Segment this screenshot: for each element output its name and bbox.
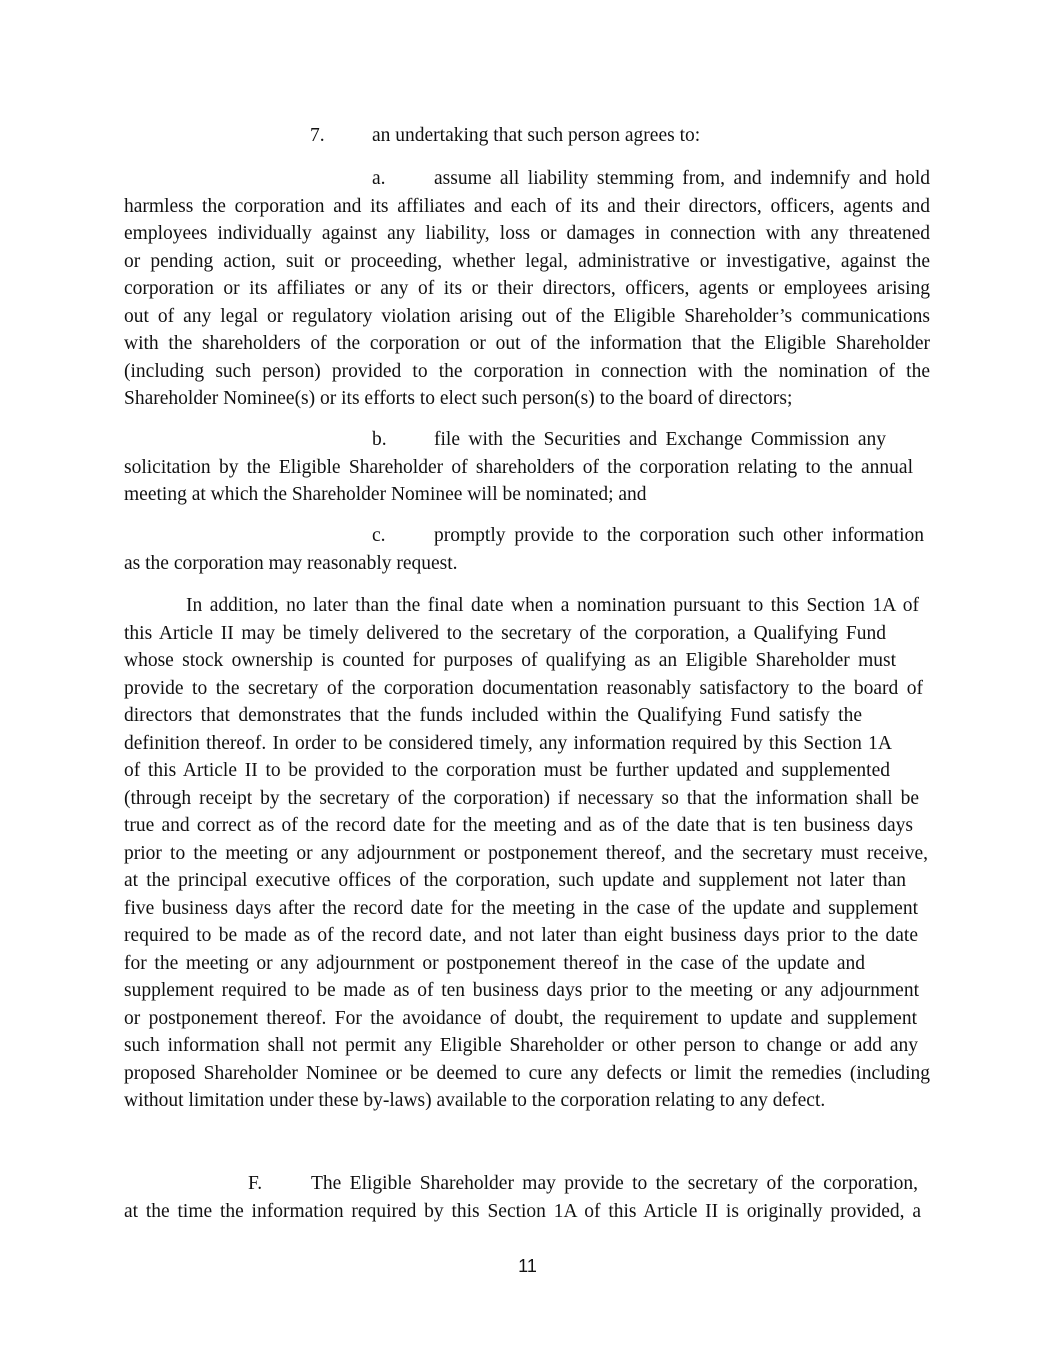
addition-line-14: for the meeting or any adjournment or postponement thereof in the case of the update and <box>124 952 865 974</box>
addition-line-2: this Article II may be timely delivered to the secretary of the corporation, a Qualifying Fund <box>124 622 886 644</box>
addition-line-8: (through receipt by the secretary of the corporation) if necessary so that the information shall be <box>124 787 919 809</box>
addition-line-6: definition thereof. In order to be considered timely, any information required by this Section 1A <box>124 732 892 754</box>
addition-line-18: proposed Shareholder Nominee or be deemed to cure any defects or limit the remedies (including <box>124 1062 930 1084</box>
addition-line-13: required to be made as of the record date, and not later than eight business days prior to the date <box>124 925 918 946</box>
addition-line-1: In addition, no later than the final date when a nomination pursuant to this Section 1A of <box>186 595 919 616</box>
item-b-line-3: meeting at which the Shareholder Nominee will be nominated; and <box>124 484 647 505</box>
section-f-letter: F. <box>248 1173 263 1194</box>
item-b-line-2: solicitation by the Eligible Shareholder of shareholders of the corporation relating to the annual <box>124 456 913 478</box>
addition-line-7: of this Article II to be provided to the corporation must be further updated and supplemented <box>124 760 890 781</box>
addition-line-5: directors that demonstrates that the funds included within the Qualifying Fund satisfy the <box>124 705 862 726</box>
section-f-line-2: at the time the information required by this Section 1A of this Article II is originally provided, a <box>124 1200 921 1222</box>
item-a-line-5: corporation or its affiliates or any of its or their directors, officers, agents or employees arising <box>124 278 930 299</box>
item-c-line-1: promptly provide to the corporation such other information <box>434 525 924 546</box>
item-a-line-9: Shareholder Nominee(s) or its efforts to elect such person(s) to the board of directors; <box>124 388 793 409</box>
addition-line-12: five business days after the record date for the meeting in the case of the update and supplement <box>124 897 918 919</box>
addition-line-10: prior to the meeting or any adjournment or postponement thereof, and the secretary must receive, <box>124 842 928 864</box>
addition-line-19: without limitation under these by-laws) available to the corporation relating to any defect. <box>124 1090 826 1111</box>
addition-line-11: at the principal executive offices of the corporation, such update and supplement not later than <box>124 870 906 891</box>
item-a-line-6: out of any legal or regulatory violation arising out of the Eligible Shareholder’s communications <box>124 305 930 327</box>
item-a-line-2: harmless the corporation and its affiliates and each of its and their directors, officers, agents and <box>124 195 930 217</box>
addition-line-16: or postponement thereof. For the avoidance of doubt, the requirement to update and supplement <box>124 1007 917 1029</box>
item-b-letter: b. <box>372 429 387 450</box>
item-a-line-1: assume all liability stemming from, and indemnify and hold <box>434 168 930 189</box>
item-a-line-3: employees individually against any liability, loss or damages in connection with any threatened <box>124 223 930 244</box>
addition-line-4: provide to the secretary of the corporation documentation reasonably satisfactory to the board of <box>124 677 923 699</box>
addition-line-9: true and correct as of the record date for the meeting and as of the date that is ten business days <box>124 815 913 836</box>
section-f-line-1: The Eligible Shareholder may provide to the secretary of the corporation, <box>311 1173 918 1194</box>
item-b-line-1: file with the Securities and Exchange Commission any <box>434 429 886 450</box>
item-7-text: an undertaking that such person agrees to: <box>372 125 701 146</box>
item-a-line-4: or pending action, suit or proceeding, whether legal, administrative or investigative, against the <box>124 250 930 272</box>
item-a-letter: a. <box>372 168 386 189</box>
page-number: 11 <box>518 1256 537 1276</box>
item-c-letter: c. <box>372 525 386 546</box>
addition-line-3: whose stock ownership is counted for purposes of qualifying as an Eligible Shareholder must <box>124 650 896 671</box>
addition-line-15: supplement required to be made as of ten business days prior to the meeting or any adjournment <box>124 980 919 1001</box>
item-c-line-2: as the corporation may reasonably request. <box>124 552 458 574</box>
item-7-number: 7. <box>310 125 325 146</box>
item-a-line-7: with the shareholders of the corporation or out of the information that the Eligible Shareholder <box>124 333 930 354</box>
item-a-line-8: (including such person) provided to the corporation in connection with the nomination of the <box>124 360 930 382</box>
addition-line-17: such information shall not permit any Eligible Shareholder or other person to change or add any <box>124 1035 918 1056</box>
